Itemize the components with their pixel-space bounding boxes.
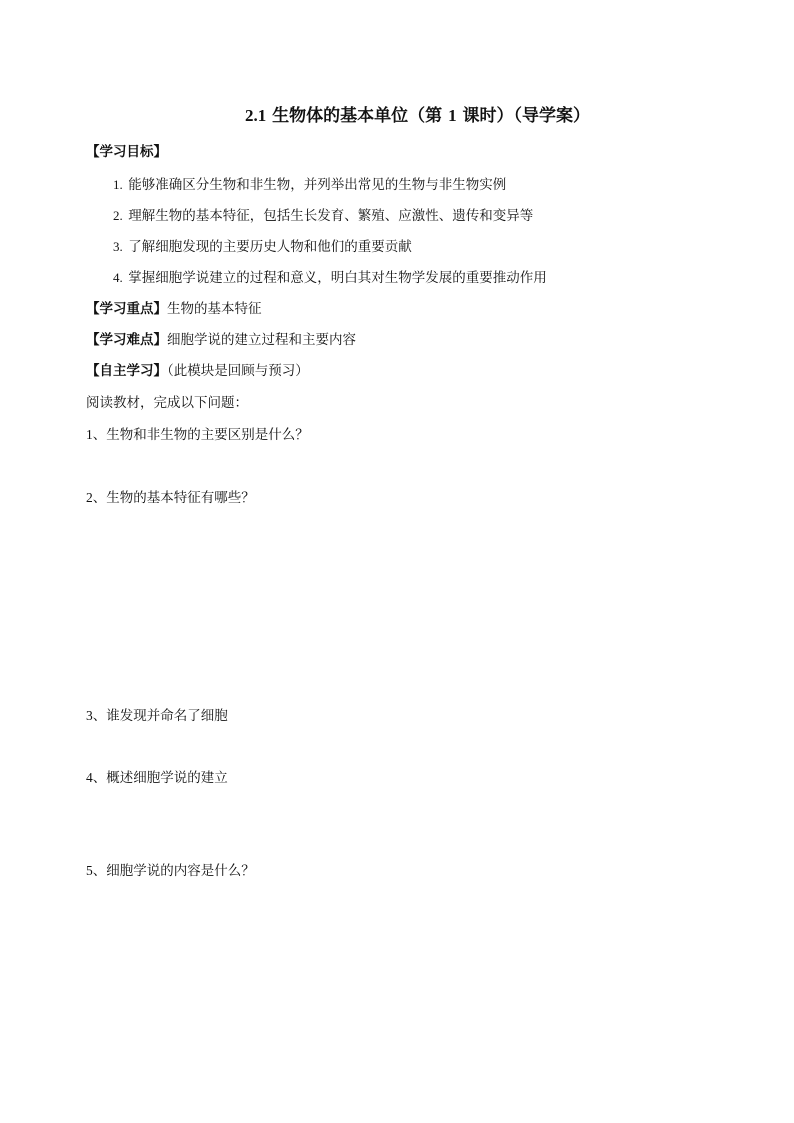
key-point-heading: 【学习重点】 xyxy=(86,301,167,317)
question-text: 、谁发现并命名了细胞 xyxy=(92,708,228,724)
question-text: 、生物和非生物的主要区别是什么？ xyxy=(92,427,309,443)
title-number: 2.1 xyxy=(244,106,267,125)
objectives-heading: 【学习目标】 xyxy=(86,144,167,160)
page-title xyxy=(0,107,794,125)
question-item xyxy=(86,491,255,506)
objective-text: 能够准确区分生物和非生物，并列举出常见的生物与非生物实例 xyxy=(128,177,507,193)
objective-item xyxy=(113,178,506,193)
objective-marker: 4. xyxy=(113,270,123,285)
self-study xyxy=(86,365,309,379)
question-number: 5 xyxy=(86,863,93,878)
key-point xyxy=(86,303,262,317)
question-text: 、概述细胞学说的建立 xyxy=(92,770,228,786)
question-number: 3 xyxy=(86,708,93,723)
objective-item xyxy=(113,240,412,255)
question-text: 、生物的基本特征有哪些？ xyxy=(92,490,255,506)
objective-marker: 3. xyxy=(113,239,123,254)
title-rest: 课时）（导学案） xyxy=(462,106,590,126)
title-lesson-number: 1 xyxy=(448,106,457,125)
objective-item xyxy=(113,271,547,286)
difficulty-heading: 【学习难点】 xyxy=(86,332,167,348)
self-study-heading: 【自主学习】 xyxy=(86,363,167,379)
title-text: 生物体的基本单位（第 xyxy=(272,106,443,126)
objective-marker: 2. xyxy=(113,208,123,223)
objective-text: 掌握细胞学说建立的过程和意义，明白其对生物学发展的重要推动作用 xyxy=(128,270,547,286)
objective-text: 了解细胞发现的主要历史人物和他们的重要贡献 xyxy=(128,239,412,255)
question-item xyxy=(86,709,228,724)
self-study-instruction: 阅读教材，完成以下问题： xyxy=(86,395,248,411)
self-study-note: （此模块是回顾与预习） xyxy=(167,363,309,379)
question-item xyxy=(86,428,309,443)
difficulty-text: 细胞学说的建立过程和主要内容 xyxy=(167,332,356,348)
question-text: 、细胞学说的内容是什么？ xyxy=(92,863,255,879)
question-item xyxy=(86,771,228,786)
objective-text: 理解生物的基本特征，包括生长发育、繁殖、应激性、遗传和变异等 xyxy=(128,208,534,224)
question-number: 1 xyxy=(86,427,93,442)
difficulty xyxy=(86,334,356,348)
question-item xyxy=(86,864,255,879)
question-number: 2 xyxy=(86,490,93,505)
key-point-text: 生物的基本特征 xyxy=(167,301,262,317)
objective-marker: 1. xyxy=(113,177,123,192)
question-number: 4 xyxy=(86,770,93,785)
objective-item xyxy=(113,209,533,224)
